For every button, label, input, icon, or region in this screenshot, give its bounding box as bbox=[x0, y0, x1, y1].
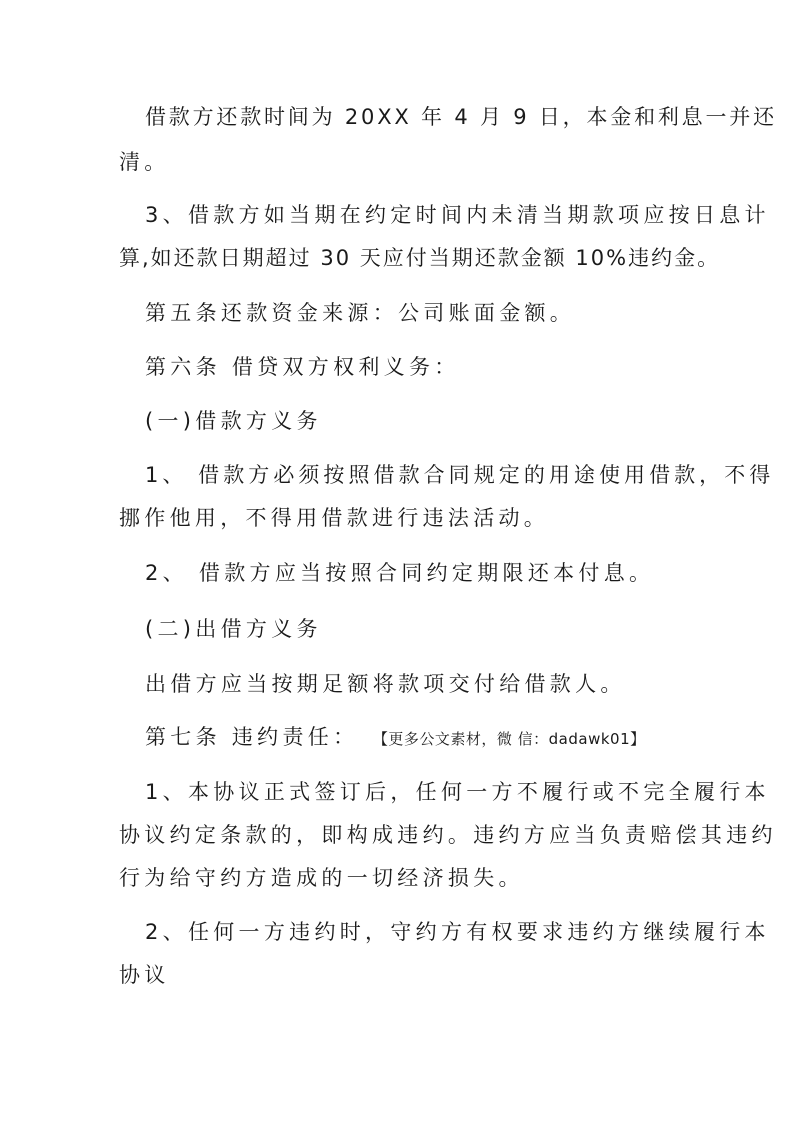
paragraph-line: 借款方还款时间为 20XX 年 4 月 9 日，本金和利息一并还 bbox=[145, 105, 777, 129]
paragraph-line: 清。 bbox=[119, 150, 170, 174]
section-heading-text: 第七条 违约责任： bbox=[145, 725, 359, 749]
paragraph-line: 3、借款方如当期在约定时间内未清当期款项应按日息计 bbox=[145, 203, 770, 227]
paragraph-line: 行为给守约方造成的一切经济损失。 bbox=[119, 866, 524, 890]
paragraph-line: 1、 借款方必须按照借款合同规定的用途使用借款，不得 bbox=[145, 463, 775, 487]
subsection-heading: (一)借款方义务 bbox=[145, 409, 322, 433]
paragraph-line: 挪作他用，不得用借款进行违法活动。 bbox=[119, 506, 550, 530]
paragraph-line: 协议约定条款的，即构成违约。违约方应当负责赔偿其违约 bbox=[119, 823, 777, 847]
paragraph-line: 2、任何一方违约时，守约方有权要求违约方继续履行本 bbox=[145, 920, 770, 944]
section-heading bbox=[145, 722, 646, 754]
paragraph-line: 出借方应当按期足额将款项交付给借款人。 bbox=[145, 672, 626, 696]
section-heading: 第五条还款资金来源：公司账面金额。 bbox=[145, 301, 576, 325]
paragraph-line: 算,如还款日期超过 30 天应付当期还款金额 10%违约金。 bbox=[119, 246, 721, 270]
section-heading: 第六条 借贷双方权利义务： bbox=[145, 355, 460, 379]
paragraph-line: 1、本协议正式签订后，任何一方不履行或不完全履行本 bbox=[145, 780, 770, 804]
paragraph-line: 2、 借款方应当按照合同约定期限还本付息。 bbox=[145, 561, 655, 585]
subsection-heading: (二)出借方义务 bbox=[145, 617, 322, 641]
paragraph-line: 协议 bbox=[119, 963, 170, 987]
inline-note: 【更多公文素材，微 信：dadawk01】 bbox=[380, 730, 646, 748]
